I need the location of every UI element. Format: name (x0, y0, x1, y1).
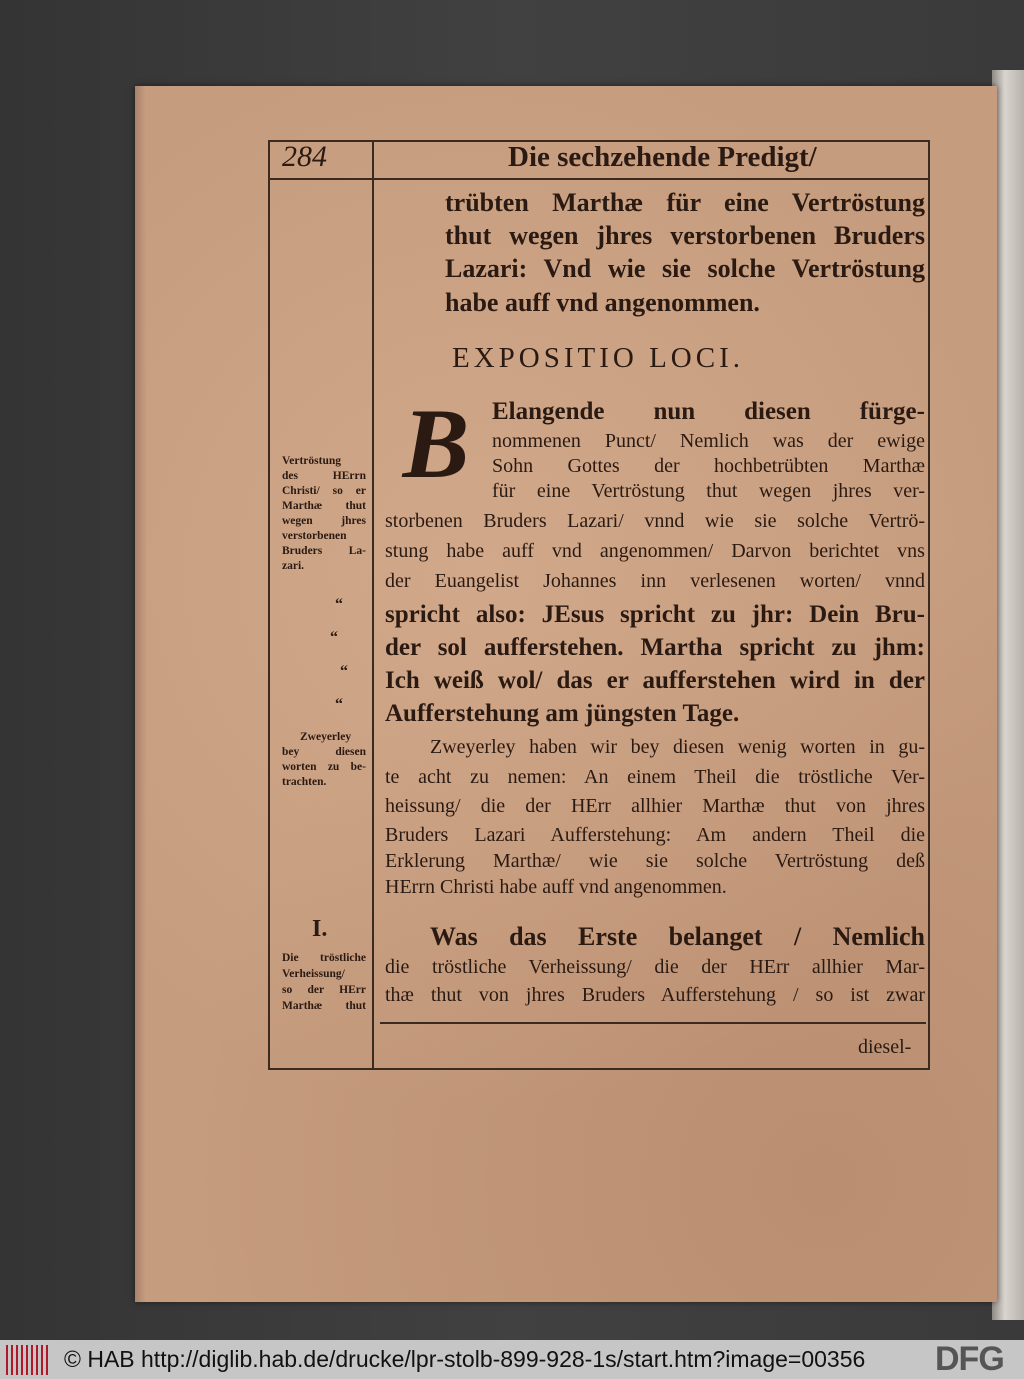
text-line: storbenen Bruders Lazari/ vnnd wie sie solche Vertrö- (385, 510, 926, 532)
margin-note: des HErrn (282, 470, 366, 482)
margin-note: worten zu be- (282, 761, 366, 773)
margin-note: I. (312, 916, 328, 942)
text-line: die tröstliche Verheissung/ die der HErr allhier Mar- (385, 956, 926, 978)
text-line: Sohn Gottes der hochbetrübten Marthæ (492, 455, 926, 477)
margin-note: Die tröstliche (282, 952, 366, 964)
text-line: heissung/ die der HErr allhier Marthæ thut von jhres (385, 795, 925, 817)
page-number: 284 (282, 140, 327, 173)
text-line: stung habe auff vnd angenommen/ Darvon berichtet vns (385, 540, 925, 562)
footer-credit[interactable]: © HAB http://diglib.hab.de/drucke/lpr-stolb-899-928-1s/start.htm?image=00356 (64, 1346, 866, 1372)
text-line: thut wegen jhres verstorbenen Bruders (445, 221, 925, 250)
text-line: Erklerung Marthæ/ wie sie solche Vertröstung deß (385, 850, 926, 872)
text-line: Zweyerley haben wir bey diesen wenig worten in gu- (430, 736, 926, 758)
header-rule (268, 178, 930, 180)
text-line: trübten Marthæ für eine Vertröstung (445, 188, 925, 217)
text-line: Aufferstehung am jüngsten Tage. (385, 700, 740, 727)
running-head: Die sechzehende Predigt/ (508, 141, 817, 173)
footer-rule (380, 1022, 926, 1024)
text-line: für eine Vertröstung thut wegen jhres ver- (492, 480, 925, 502)
margin-note: Verheissung/ (282, 968, 345, 980)
margin-note: Christi/ so er (282, 485, 366, 497)
dfg-logo: DFG (935, 1340, 1004, 1378)
margin-note: verstorbenen (282, 530, 347, 542)
text-line: Lazari: Vnd wie sie solche Vertröstung (445, 254, 925, 283)
margin-note: Marthæ thut (282, 500, 366, 512)
text-line: Bruders Lazari Aufferstehung: Am andern Theil die (385, 824, 926, 846)
margin-note: Vertröstung (282, 455, 341, 467)
text-line: Was das Erste belanget / Nemlich (430, 922, 925, 951)
margin-note: “ (330, 629, 338, 646)
text-line: HErrn Christi habe auff vnd angenommen. (385, 876, 727, 898)
margin-note: “ (335, 696, 343, 713)
drop-cap: B (402, 392, 470, 496)
text-line: Ich weiß wol/ das er aufferstehen wird in der (385, 667, 926, 694)
margin-note: zari. (282, 560, 305, 572)
text-line: der sol aufferstehen. Martha spricht zu jhm: (385, 634, 925, 661)
text-line: der Euangelist Johannes inn verlesenen worten/ vnnd (385, 570, 925, 592)
hab-logo (6, 1345, 48, 1375)
margin-note: trachten. (282, 776, 327, 788)
margin-note: wegen jhres (282, 515, 366, 527)
text-line: spricht also: JEsus spricht zu jhr: Dein Bru- (385, 601, 925, 628)
text-line: nommenen Punct/ Nemlich was der ewige (492, 430, 925, 452)
margin-note: Marthæ thut (282, 1000, 366, 1012)
text-line: Elangende nun diesen fürge- (492, 398, 925, 425)
margin-note: so der HErr (282, 984, 366, 996)
margin-note: “ (340, 663, 348, 680)
margin-note: “ (335, 596, 343, 613)
margin-note: bey diesen (282, 746, 366, 758)
catchword: diesel- (858, 1036, 912, 1058)
page-fore-edge (135, 86, 147, 1302)
text-line: habe auff vnd angenommen. (445, 288, 760, 317)
margin-note: Zweyerley (300, 731, 352, 743)
section-heading: EXPOSITIO LOCI. (452, 342, 744, 374)
text-line: thæ thut von jhres Bruders Aufferstehung / so ist zwar (385, 984, 925, 1006)
text-line: te acht zu nemen: An einem Theil die tröstliche Ver- (385, 766, 926, 788)
margin-note: Bruders La- (282, 545, 367, 557)
margin-rule (372, 140, 374, 1070)
